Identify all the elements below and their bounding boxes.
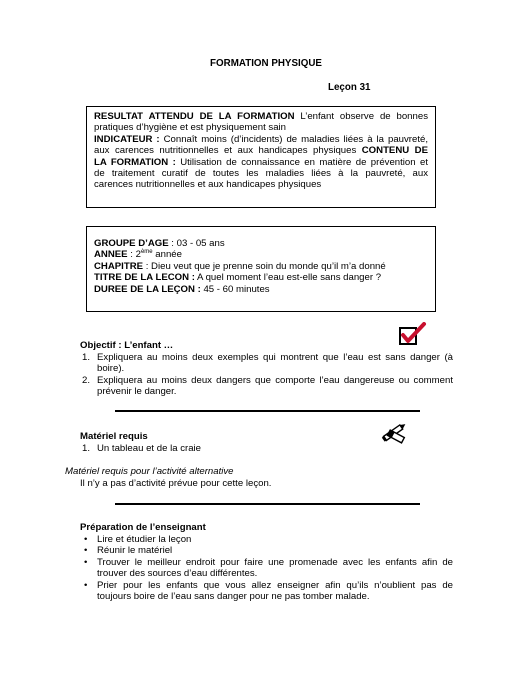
list-number: 1.: [82, 443, 91, 454]
alt-materials-heading: Matériel requis pour l’activité alternative: [65, 466, 234, 477]
list-item: [84, 534, 453, 545]
list-item: [84, 556, 453, 580]
indicator-text-cont: aux carences nutritionnelles et aux handicapes physiques: [94, 145, 362, 157]
list-item-line: boire).: [97, 363, 125, 375]
list-item-line: Lire et étudier la leçon: [97, 534, 192, 545]
indicator-label: INDICATEUR :: [94, 133, 160, 145]
list-item-line: trouver des sources d’eau différentes.: [97, 568, 258, 580]
result-text-cont: pratiques d’hygiène et est physiquement sain: [94, 122, 286, 134]
pencil-eraser-icon: [380, 420, 410, 444]
section-divider: [115, 503, 420, 505]
list-item-line: toujours boire de l’eau sans danger pour ne pas tomber malade.: [97, 591, 370, 603]
list-item: [82, 352, 453, 375]
lesson-info-text: [94, 238, 428, 295]
preparation-list: [84, 534, 453, 603]
list-item: [82, 374, 453, 398]
chapter-value: : Dieu veut que je prenne soin du monde qu’il m’a donné: [143, 260, 386, 272]
duration-value: 45 - 60 minutes: [200, 283, 270, 295]
content-text-cont: de traitement curatif de toutes les maladies liées à la pauvreté, aux: [94, 168, 428, 180]
age-label: GROUPE D’AGE: [94, 238, 169, 249]
result-label: RESULTAT ATTENDU DE LA FORMATION: [94, 111, 295, 122]
formation-summary-text: [94, 111, 428, 191]
duration-label: DUREE DE LA LEÇON :: [94, 283, 201, 295]
materials-heading: Matériel requis: [80, 431, 148, 442]
content-label: CONTENU DE: [361, 145, 428, 157]
bullet-icon: •: [84, 545, 88, 557]
list-item: [84, 545, 453, 557]
lesson-number: Leçon 31: [328, 82, 371, 93]
objective-list: [82, 352, 453, 398]
year-value: : 2: [127, 249, 141, 261]
content-text: Utilisation de connaissance en matière de prévention et: [175, 156, 428, 168]
preparation-heading: Préparation de l’enseignant: [80, 522, 206, 533]
lesson-title-label: TITRE DE LA LECON :: [94, 272, 195, 284]
list-item-text: Un tableau et de la craie: [97, 443, 201, 454]
year-value-end: année: [152, 249, 182, 261]
bullet-icon: •: [84, 556, 88, 568]
checkbox-check-icon: [398, 322, 428, 348]
list-item-line: Expliquera au moins deux dangers que comporte l’eau dangereuse ou comment: [97, 374, 453, 386]
lesson-title-value: A quel moment l’eau est-elle sans danger ?: [194, 272, 382, 284]
list-item: [84, 579, 453, 603]
list-item-line: Trouver le meilleur endroit pour faire une promenade avec les enfants afin de: [97, 556, 453, 568]
section-divider: [115, 410, 420, 412]
list-number: 2.: [82, 374, 91, 386]
list-item-line: prévenir le danger.: [97, 386, 177, 398]
chapter-label: CHAPITRE: [94, 260, 144, 272]
objective-heading: Objectif : L’enfant …: [80, 340, 174, 351]
year-value-sup: ème: [140, 249, 153, 256]
list-item-line: Réunir le matériel: [97, 545, 173, 557]
content-label-cont: LA FORMATION :: [94, 156, 176, 168]
list-item-line: Expliquera au moins deux exemples qui montrent que l’eau est sans danger (à: [97, 352, 453, 363]
list-number: 1.: [82, 352, 91, 363]
year-label: ANNEE: [94, 249, 128, 261]
content-text-end: carences nutritionnelles et aux handicapes physiques: [94, 179, 322, 191]
result-text: L’enfant observe de bonnes: [294, 111, 428, 122]
bullet-icon: •: [84, 534, 88, 545]
age-value: : 03 - 05 ans: [168, 238, 225, 249]
bullet-icon: •: [84, 579, 88, 591]
alt-materials-text: Il n’y a pas d’activité prévue pour cette leçon.: [80, 478, 272, 489]
page-title: FORMATION PHYSIQUE: [210, 58, 322, 69]
list-item: [82, 443, 397, 454]
list-item-line: Prier pour les enfants que vous allez enseigner afin qu’ils n’oublient pas de: [97, 579, 453, 591]
indicator-text: Connaît moins (d’incidents) de maladies liées à la pauvreté,: [159, 133, 428, 145]
materials-list: [82, 443, 397, 454]
